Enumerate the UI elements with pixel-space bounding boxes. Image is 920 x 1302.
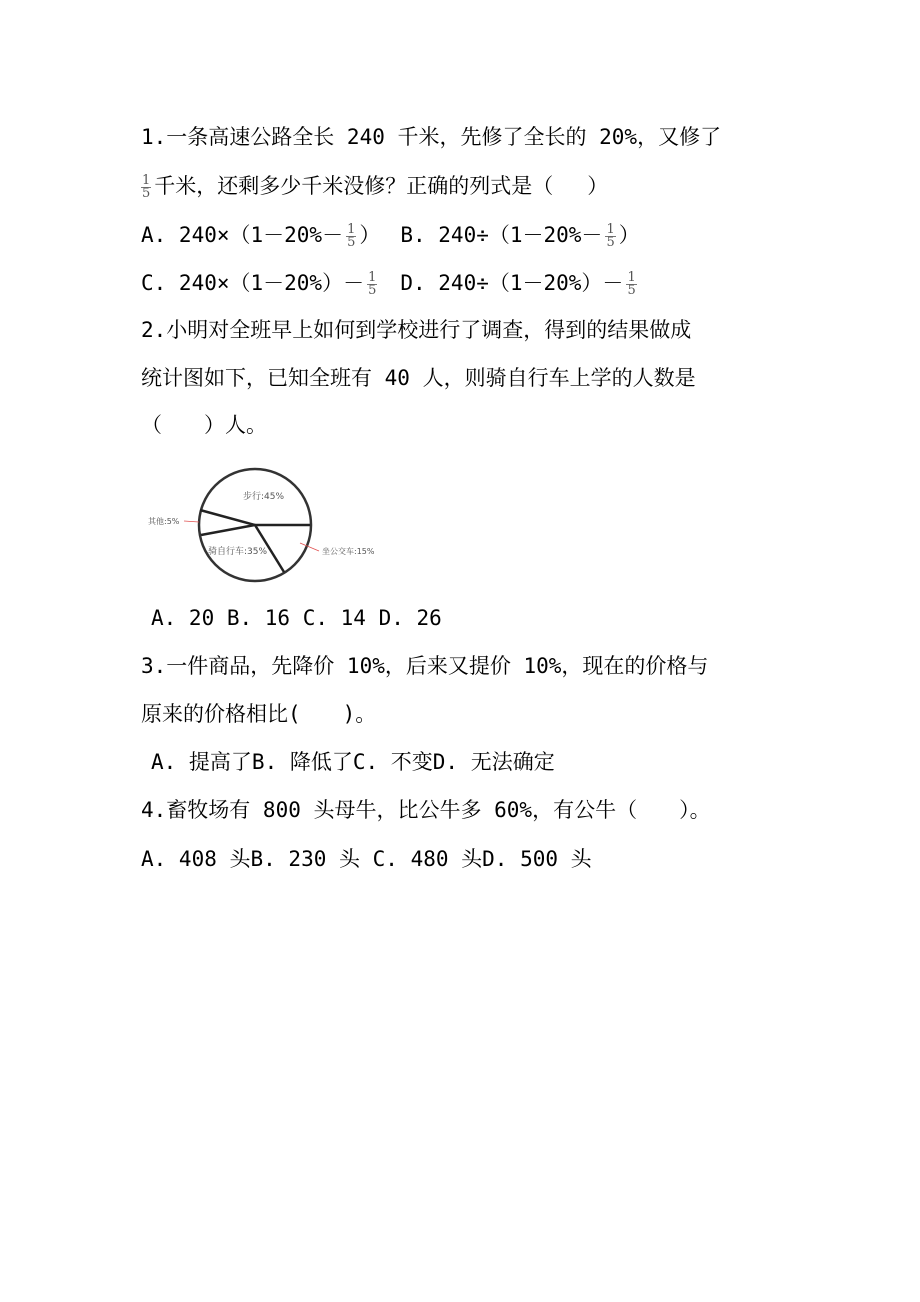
q1-line-1: 1.一条高速公路全长 240 千米，先修了全长的 20%，又修了 xyxy=(141,125,722,149)
q2-line-3: （ ）人。 xyxy=(141,413,267,437)
q2-line-2: 统计图如下，已知全班有 40 人，则骑自行车上学的人数是 xyxy=(141,366,696,390)
q3-options: A. 提高了B. 降低了C. 不变D. 无法确定 xyxy=(151,750,555,774)
q1-option-c: C. 240×（1－20%）－ $\frac{1}{5}$ xyxy=(141,269,377,298)
q2-options: A. 20 B. 16 C. 14 D. 26 xyxy=(151,606,442,630)
slice-label-walk: 步行:45% xyxy=(243,492,285,502)
leader-other xyxy=(184,521,199,522)
q4-line-1: 4.畜牧场有 800 头母牛，比公牛多 60%，有公牛（ ）。 xyxy=(141,798,711,822)
slice-label-bus: 坐公交车:15% xyxy=(322,547,375,556)
q2-line-1: 2.小明对全班早上如何到学校进行了调查，得到的结果做成 xyxy=(141,318,692,342)
q1-option-a: A. 240×（1－20%－ $\frac{1}{5}$ ） xyxy=(141,221,381,250)
q1-option-b: B. 240÷（1－20%－ $\frac{1}{5}$ ） xyxy=(400,221,640,250)
pie-chart xyxy=(140,460,400,590)
q1-paren-close: ） xyxy=(587,174,609,198)
q4-options: A. 408 头B. 230 头 C. 480 头D. 500 头 xyxy=(141,847,592,871)
slice-label-other: 其他:5% xyxy=(148,517,180,526)
q1-option-d: D. 240÷（1－20%）－ $\frac{1}{5}$ xyxy=(400,269,636,298)
slice-label-bike: 骑自行车:35% xyxy=(208,547,268,557)
fraction-one-fifth: $\frac{1}{5}$ xyxy=(142,172,151,201)
q1-line-2-text: 千米，还剩多少千米没修？正确的列式是（ xyxy=(154,174,554,198)
q1-line-2 xyxy=(141,172,608,200)
q1-options-cd xyxy=(141,269,640,297)
q3-line-2: 原来的价格相比( )。 xyxy=(141,702,377,726)
q1-options-ab xyxy=(141,221,640,249)
q3-line-1: 3.一件商品，先降价 10%，后来又提价 10%，现在的价格与 xyxy=(141,654,709,678)
